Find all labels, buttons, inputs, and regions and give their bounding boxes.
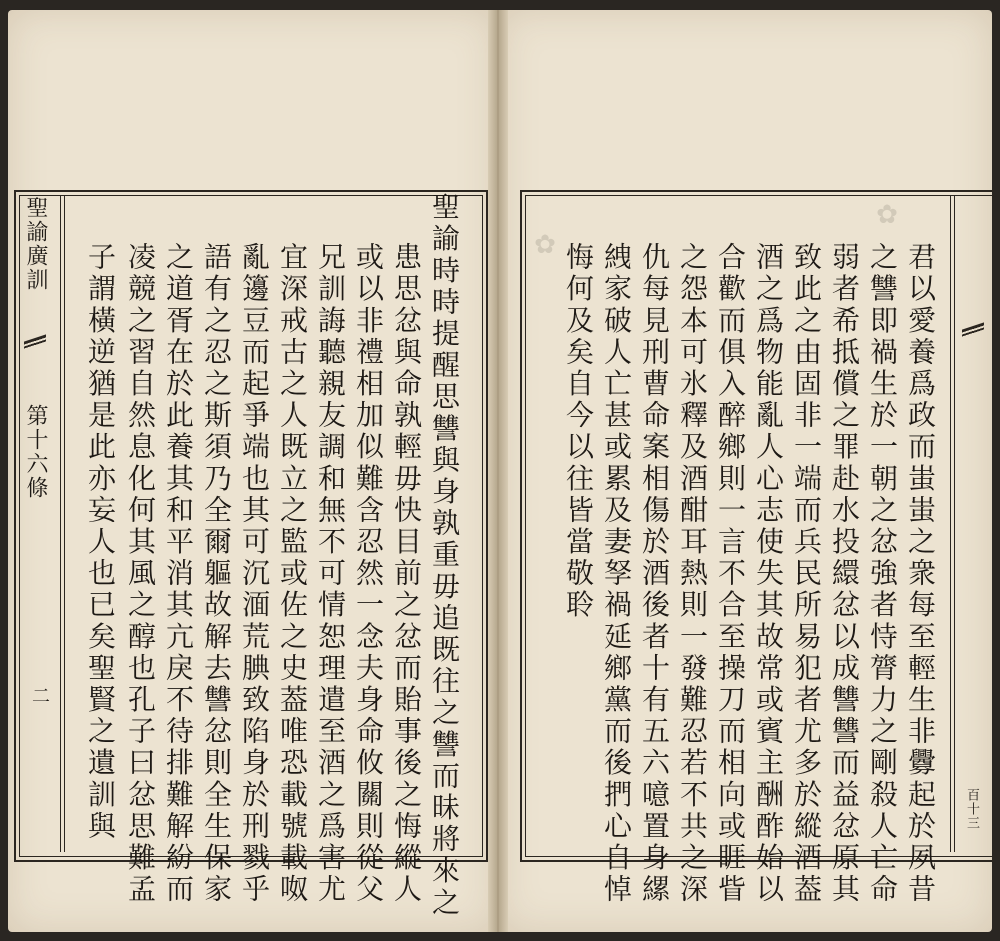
left-margin-divider bbox=[64, 196, 65, 852]
text-column: 合歡而俱入醉鄉則一言不合至操刀而相向或睚眥 bbox=[714, 242, 747, 906]
text-column: 致此之由固非一端而兵民所易犯者尤多於縱酒葢 bbox=[790, 242, 823, 906]
text-column: 君以愛養爲政而蚩蚩之衆每至輕生非釁起於夙昔 bbox=[904, 242, 937, 906]
bleed-through-mark: ✿ bbox=[530, 230, 560, 260]
text-column: 悔何及矣自今以往皆當敬聆 bbox=[562, 242, 595, 622]
text-column: 患思忿與命孰輕毋快目前之忿而貽事後之悔縱人 bbox=[390, 242, 423, 906]
text-column: 或以非禮相加似難含忍然一念夫身命攸關則從父 bbox=[352, 242, 385, 906]
right-page-number: 百十三 bbox=[964, 788, 979, 830]
text-column: 酒之爲物能亂人心志使失其故常或賓主酬酢始以 bbox=[752, 242, 785, 906]
text-column: 亂籩豆而起爭端也其可沉湎荒腆致陷身於刑戮乎 bbox=[238, 242, 271, 906]
margin-chapter-label: 第十六條 bbox=[23, 404, 48, 500]
text-column: 仇每見刑曹命案相傷於酒後者十有五六噫置身縲 bbox=[638, 242, 671, 906]
text-column: 之讐即禍生於一朝之忿強者恃膂力之剛殺人亡命 bbox=[866, 242, 899, 906]
margin-book-title: 聖諭廣訓 bbox=[23, 196, 48, 292]
text-column: 之怨本可氷釋及酒酣耳熱則一發難忍若不共之深 bbox=[676, 242, 709, 906]
text-column: 之道胥在於此養其和平消其亢戾不待排難解紛而 bbox=[162, 242, 195, 906]
text-column: 凌競之習自然息化何其風之醇也孔子曰忿思難孟 bbox=[124, 242, 157, 906]
text-column: 聖諭時時提醒思讐與身孰重毋追既往之讐而昧將來之 bbox=[428, 192, 461, 919]
bleed-through-mark: ✿ bbox=[872, 200, 902, 230]
text-column: 兄訓誨聽親友調和無不可情恕理遣至酒之爲害尤 bbox=[314, 242, 347, 906]
book-gutter bbox=[488, 10, 508, 932]
text-column: 弱者希抵償之罪赴水投繯忿以成讐讐而益忿原其 bbox=[828, 242, 861, 906]
margin-page-number: 二 bbox=[29, 686, 50, 704]
right-margin-divider bbox=[954, 196, 955, 852]
left-margin-divider bbox=[60, 196, 61, 852]
text-column: 語有之忍之斯須乃全爾軀故解去讐忿則全生保家 bbox=[200, 242, 233, 906]
text-column: 宜深戒古之人既立之監或佐之史葢唯恐載號載呶 bbox=[276, 242, 309, 906]
text-column: 子謂橫逆猶是此亦妄人也已矣聖賢之遺訓與 bbox=[84, 242, 117, 843]
right-margin-divider bbox=[950, 196, 951, 852]
text-column: 絏家破人亡甚或累及妻孥禍延鄉黨而後捫心自悼 bbox=[600, 242, 633, 906]
